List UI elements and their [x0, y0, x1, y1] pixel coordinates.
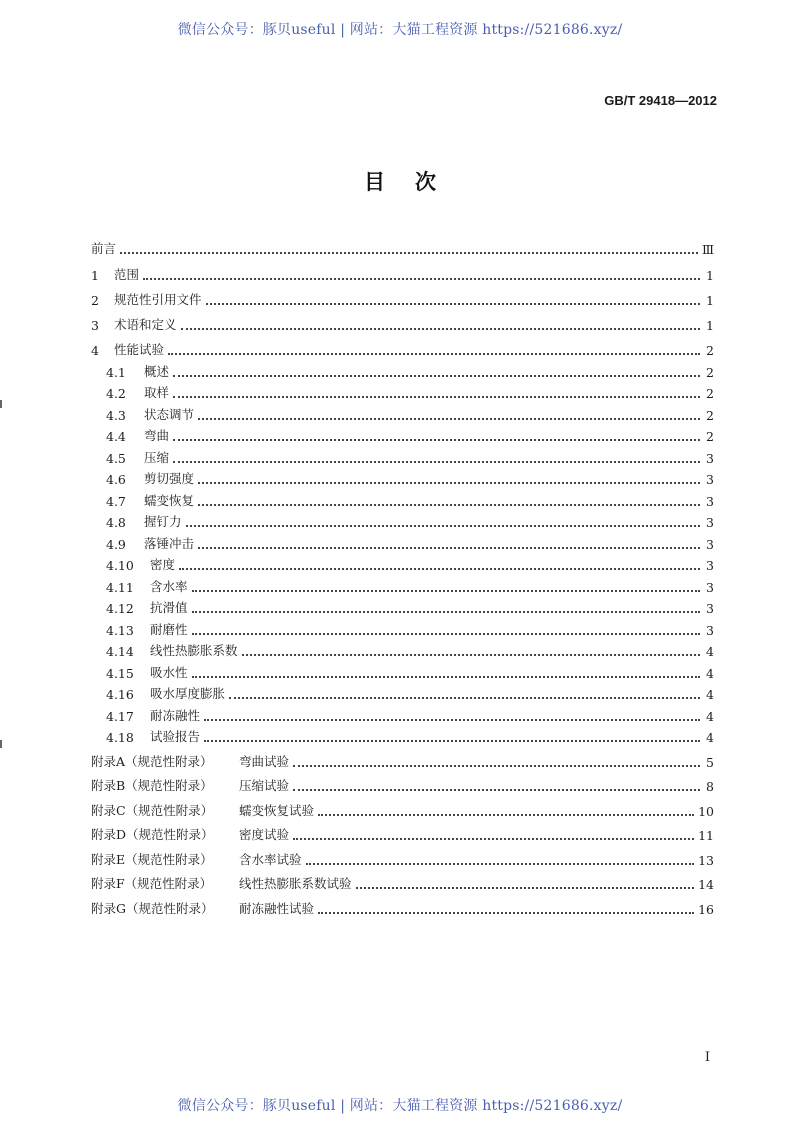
toc-entry-page: 4 — [706, 708, 714, 724]
toc-entry-page: 1 — [706, 267, 714, 283]
toc-entry-number: 4.4 — [106, 429, 126, 445]
toc-entry-page: 1 — [706, 292, 714, 308]
toc-entry[interactable] — [91, 358, 714, 380]
toc-entry[interactable] — [91, 702, 714, 724]
toc-entry-page: 4 — [706, 687, 714, 703]
toc-entry[interactable] — [91, 257, 714, 282]
toc-entry-number: 4.11 — [106, 579, 134, 595]
toc-dot-leader — [192, 611, 700, 613]
toc-entry[interactable] — [91, 283, 714, 308]
toc-entry-number: 附录A（规范性附录） — [91, 753, 213, 769]
toc-dot-leader — [198, 482, 700, 484]
toc-entry-page: 11 — [698, 828, 714, 844]
toc-entry-page: 3 — [706, 558, 714, 574]
toc-entry-page: 2 — [706, 429, 714, 445]
toc-entry-number: 4 — [91, 343, 99, 359]
toc-entry[interactable] — [91, 466, 714, 488]
toc-entry-page: 14 — [698, 877, 714, 893]
toc-entry-label: 范围 — [114, 266, 140, 282]
toc-dot-leader — [293, 765, 700, 767]
toc-entry-page: 3 — [706, 472, 714, 488]
toc-dot-leader — [120, 252, 698, 254]
toc-entry-number: 附录E（规范性附录） — [91, 851, 213, 867]
toc-entry-label: 弯曲试验 — [239, 753, 290, 769]
toc-entry[interactable] — [91, 333, 714, 358]
toc-entry-number: 4.7 — [106, 493, 126, 509]
toc-entry-number: 附录F（规范性附录） — [91, 876, 213, 892]
toc-entry[interactable] — [91, 401, 714, 423]
toc-entry-number: 4.5 — [106, 450, 126, 466]
toc-dot-leader — [173, 439, 700, 441]
toc-dot-leader — [204, 719, 700, 721]
toc-entry-page: 2 — [706, 343, 714, 359]
watermark-bottom: 微信公众号：豚贝useful | 网站：大猫工程资源 https://521686.xyz/ — [177, 1098, 623, 1114]
toc-entry-number: 附录G（规范性附录） — [91, 900, 214, 916]
toc-entry-label: 吸水性 — [150, 664, 188, 680]
toc-dot-leader — [192, 590, 700, 592]
toc-dot-leader — [198, 504, 700, 506]
toc-dot-leader — [186, 525, 700, 527]
toc-dot-leader — [318, 912, 694, 914]
toc-dot-leader — [168, 353, 700, 355]
toc-entry-page: Ⅲ — [701, 242, 714, 258]
toc-entry-page: 3 — [706, 536, 714, 552]
page-number: I — [704, 1050, 710, 1065]
toc-entry-label: 密度试验 — [239, 827, 290, 843]
toc-dot-leader — [173, 461, 700, 463]
scan-edge-mark — [0, 740, 2, 748]
toc-entry-number: 4.8 — [106, 515, 126, 531]
toc-entry-label: 术语和定义 — [114, 317, 177, 333]
toc-entry-label: 握钉力 — [144, 514, 182, 530]
toc-entry[interactable] — [91, 638, 714, 660]
toc-entry-label: 规范性引用文件 — [114, 291, 202, 307]
toc-entry[interactable] — [91, 380, 714, 402]
toc-entry-label: 性能试验 — [114, 342, 165, 358]
toc-dot-leader — [179, 568, 700, 570]
toc-entry-number: 4.15 — [106, 665, 134, 681]
toc-entry-label: 抗滑值 — [150, 600, 188, 616]
toc-entry-page: 3 — [706, 515, 714, 531]
toc-entry-page: 3 — [706, 579, 714, 595]
toc-entry-number: 4.2 — [106, 386, 126, 402]
page-title: 目次 — [364, 169, 466, 194]
toc-entry-label: 蠕变恢复试验 — [239, 802, 315, 818]
toc-entry-label: 试验报告 — [150, 729, 201, 745]
toc-entry-page: 10 — [698, 803, 714, 819]
toc-entry[interactable] — [91, 868, 714, 893]
toc-entry-number: 4.17 — [106, 708, 134, 724]
table-of-contents — [91, 232, 714, 917]
watermark-top: 微信公众号：豚贝useful | 网站：大猫工程资源 https://521686.xyz/ — [177, 22, 623, 38]
toc-entry-label: 概述 — [144, 363, 170, 379]
toc-entry[interactable] — [91, 530, 714, 552]
toc-entry-label: 含水率试验 — [239, 851, 302, 867]
toc-entry-page: 5 — [706, 754, 714, 770]
toc-entry-page: 3 — [706, 622, 714, 638]
toc-dot-leader — [206, 303, 700, 305]
toc-entry-page: 2 — [706, 364, 714, 380]
toc-dot-leader — [229, 697, 700, 699]
toc-entry-page: 1 — [706, 318, 714, 334]
toc-dot-leader — [198, 547, 700, 549]
toc-entry[interactable] — [91, 595, 714, 617]
toc-dot-leader — [143, 278, 700, 280]
toc-dot-leader — [173, 375, 700, 377]
toc-entry-label: 落锤冲击 — [144, 535, 195, 551]
toc-dot-leader — [192, 676, 700, 678]
toc-entry-page: 13 — [698, 852, 714, 868]
toc-entry-page: 3 — [706, 601, 714, 617]
toc-dot-leader — [181, 328, 700, 330]
toc-entry-number: 1 — [91, 267, 99, 283]
toc-entry-label: 线性热膨胀系数 — [150, 643, 238, 659]
toc-dot-leader — [198, 418, 700, 420]
toc-entry-number: 3 — [91, 318, 99, 334]
toc-dot-leader — [204, 740, 700, 742]
toc-entry[interactable] — [91, 308, 714, 333]
toc-entry[interactable] — [91, 745, 714, 770]
toc-entry[interactable] — [91, 659, 714, 681]
toc-dot-leader — [242, 654, 700, 656]
toc-entry-label: 前言 — [91, 241, 117, 257]
toc-entry-number: 4.1 — [106, 364, 126, 380]
standard-code: GB/T 29418—2012 — [604, 93, 717, 108]
toc-entry-label: 压缩 — [144, 449, 170, 465]
toc-entry-label: 耐冻融性试验 — [239, 900, 315, 916]
toc-entry-page: 2 — [706, 386, 714, 402]
toc-entry-number: 4.16 — [106, 687, 134, 703]
toc-entry-number: 4.13 — [106, 622, 134, 638]
toc-entry-page: 8 — [706, 779, 714, 795]
toc-entry-label: 耐冻融性 — [150, 707, 201, 723]
toc-entry-label: 耐磨性 — [150, 621, 188, 637]
toc-entry-number: 4.10 — [106, 558, 134, 574]
toc-entry-page: 4 — [706, 665, 714, 681]
toc-dot-leader — [318, 814, 694, 816]
toc-entry-label: 蠕变恢复 — [144, 492, 195, 508]
toc-entry-page: 16 — [698, 901, 714, 917]
toc-entry-label: 吸水厚度膨胀 — [150, 686, 226, 702]
toc-entry-page: 4 — [706, 644, 714, 660]
toc-entry[interactable] — [91, 573, 714, 595]
toc-entry-label: 线性热膨胀系数试验 — [239, 876, 352, 892]
toc-entry[interactable] — [91, 892, 714, 917]
toc-entry-label: 压缩试验 — [239, 778, 290, 794]
toc-entry-number: 附录B（规范性附录） — [91, 778, 213, 794]
toc-entry[interactable] — [91, 794, 714, 819]
toc-dot-leader — [192, 633, 700, 635]
toc-entry-label: 状态调节 — [144, 406, 195, 422]
toc-entry[interactable] — [91, 681, 714, 703]
toc-entry[interactable] — [91, 770, 714, 795]
toc-dot-leader — [293, 838, 694, 840]
toc-entry-number: 附录D（规范性附录） — [91, 827, 214, 843]
toc-entry[interactable] — [91, 444, 714, 466]
toc-entry-label: 弯曲 — [144, 428, 170, 444]
toc-entry-page: 4 — [706, 730, 714, 746]
toc-entry-number: 4.18 — [106, 730, 134, 746]
toc-entry[interactable] — [91, 552, 714, 574]
toc-entry-number: 2 — [91, 292, 99, 308]
toc-entry[interactable] — [91, 487, 714, 509]
scan-edge-mark — [0, 400, 2, 408]
toc-entry[interactable] — [91, 724, 714, 746]
toc-entry-number: 附录C（规范性附录） — [91, 802, 214, 818]
toc-entry-label: 密度 — [150, 557, 176, 573]
toc-entry[interactable] — [91, 843, 714, 868]
toc-entry-number: 4.12 — [106, 601, 134, 617]
toc-entry-page: 3 — [706, 493, 714, 509]
toc-entry[interactable] — [91, 232, 714, 257]
toc-entry-number: 4.14 — [106, 644, 134, 660]
toc-entry-page: 2 — [706, 407, 714, 423]
toc-entry-label: 剪切强度 — [144, 471, 195, 487]
toc-entry-label: 含水率 — [150, 578, 188, 594]
toc-entry-label: 取样 — [144, 385, 170, 401]
toc-entry[interactable] — [91, 819, 714, 844]
toc-dot-leader — [306, 863, 695, 865]
toc-dot-leader — [293, 789, 700, 791]
toc-entry-number: 4.6 — [106, 472, 126, 488]
toc-entry[interactable] — [91, 616, 714, 638]
toc-entry-number: 4.3 — [106, 407, 126, 423]
toc-entry[interactable] — [91, 423, 714, 445]
toc-dot-leader — [356, 887, 695, 889]
toc-entry-page: 3 — [706, 450, 714, 466]
toc-entry-number: 4.9 — [106, 536, 126, 552]
toc-entry[interactable] — [91, 509, 714, 531]
toc-dot-leader — [173, 396, 700, 398]
